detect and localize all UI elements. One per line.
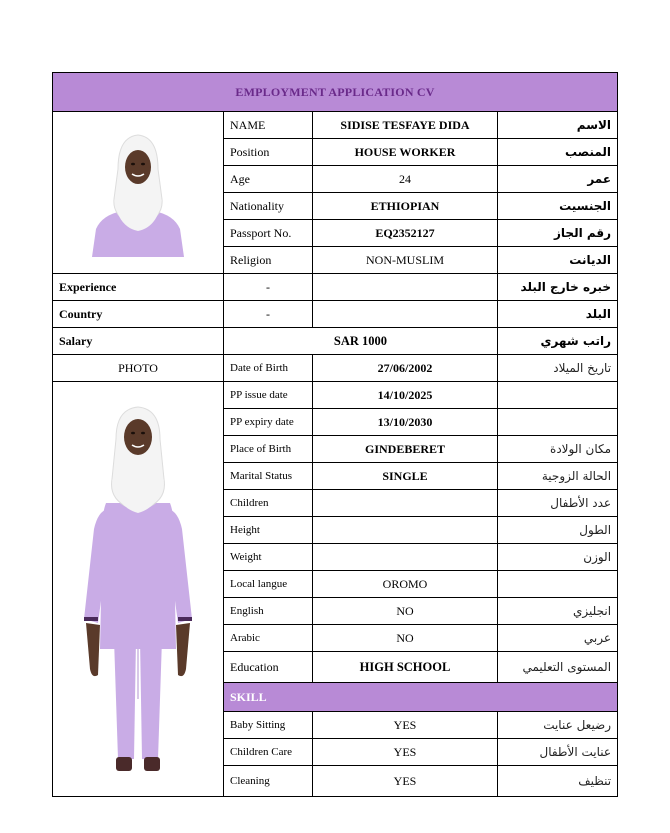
pp-expiry-value: 13/10/2030 [313, 409, 498, 436]
height-label-ar: الطول [498, 517, 618, 544]
passport-label-ar: رقم الجاز [498, 220, 618, 247]
pp-issue-label-ar [498, 382, 618, 409]
country-value: - [224, 301, 313, 328]
weight-label: Weight [224, 544, 313, 571]
dob-label-ar: تاريخ الميلاد [498, 355, 618, 382]
headshot-photo [53, 112, 224, 274]
nationality-value: ETHIOPIAN [313, 193, 498, 220]
children-care-label: Children Care [224, 739, 313, 766]
weight-label-ar: الوزن [498, 544, 618, 571]
children-label-ar: عدد الأطفال [498, 490, 618, 517]
height-label: Height [224, 517, 313, 544]
local-language-label: Local langue [224, 571, 313, 598]
children-label: Children [224, 490, 313, 517]
religion-label: Religion [224, 247, 313, 274]
pp-expiry-label: PP expiry date [224, 409, 313, 436]
age-label-ar: عمر [498, 166, 618, 193]
salary-label-ar: راتب شهري [498, 328, 618, 355]
english-value: NO [313, 598, 498, 625]
baby-sitting-value: YES [313, 712, 498, 739]
religion-value: NON-MUSLIM [313, 247, 498, 274]
age-label: Age [224, 166, 313, 193]
country-label-ar: البلد [498, 301, 618, 328]
arabic-label: Arabic [224, 625, 313, 652]
dob-label: Date of Birth [224, 355, 313, 382]
position-label-ar: المنصب [498, 139, 618, 166]
passport-value: EQ2352127 [313, 220, 498, 247]
height-value [313, 517, 498, 544]
english-label: English [224, 598, 313, 625]
pp-issue-label: PP issue date [224, 382, 313, 409]
marital-status-label-ar: الحالة الزوجية [498, 463, 618, 490]
passport-label: Passport No. [224, 220, 313, 247]
photo-label: PHOTO [53, 355, 224, 382]
children-care-label-ar: عنايت الأطفال [498, 739, 618, 766]
marital-status-value: SINGLE [313, 463, 498, 490]
education-label: Education [224, 652, 313, 683]
arabic-label-ar: عربي [498, 625, 618, 652]
children-value [313, 490, 498, 517]
education-value: HIGH SCHOOL [313, 652, 498, 683]
experience-value: - [224, 274, 313, 301]
cleaning-value: YES [313, 766, 498, 797]
skill-header: SKILL [224, 683, 618, 712]
nationality-label: Nationality [224, 193, 313, 220]
country-blank [313, 301, 498, 328]
marital-status-label: Marital Status [224, 463, 313, 490]
dob-value: 27/06/2002 [313, 355, 498, 382]
salary-label: Salary [53, 328, 224, 355]
education-label-ar: المستوى التعليمي [498, 652, 618, 683]
experience-label-ar: خبره خارج البلد [498, 274, 618, 301]
document-title: EMPLOYMENT APPLICATION CV [53, 73, 618, 112]
cleaning-label: Cleaning [224, 766, 313, 797]
cleaning-label-ar: تنظيف [498, 766, 618, 797]
place-of-birth-value: GINDEBERET [313, 436, 498, 463]
name-value: SIDISE TESFAYE DIDA [313, 112, 498, 139]
baby-sitting-label-ar: رضيعل عنايت [498, 712, 618, 739]
weight-value [313, 544, 498, 571]
place-of-birth-label: Place of Birth [224, 436, 313, 463]
local-language-value: OROMO [313, 571, 498, 598]
position-label: Position [224, 139, 313, 166]
nationality-label-ar: الجنسيت [498, 193, 618, 220]
pp-issue-value: 14/10/2025 [313, 382, 498, 409]
name-label: NAME [224, 112, 313, 139]
arabic-value: NO [313, 625, 498, 652]
place-of-birth-label-ar: مكان الولادة [498, 436, 618, 463]
name-label-ar: الاسم [498, 112, 618, 139]
cv-table [52, 72, 618, 797]
local-language-label-ar [498, 571, 618, 598]
religion-label-ar: الديانت [498, 247, 618, 274]
full-body-photo [53, 382, 224, 797]
age-value: 24 [313, 166, 498, 193]
cv-document [52, 72, 617, 797]
position-value: HOUSE WORKER [313, 139, 498, 166]
english-label-ar: انجليزي [498, 598, 618, 625]
experience-blank [313, 274, 498, 301]
pp-expiry-label-ar [498, 409, 618, 436]
salary-value: SAR 1000 [224, 328, 498, 355]
children-care-value: YES [313, 739, 498, 766]
baby-sitting-label: Baby Sitting [224, 712, 313, 739]
country-label: Country [53, 301, 224, 328]
experience-label: Experience [53, 274, 224, 301]
